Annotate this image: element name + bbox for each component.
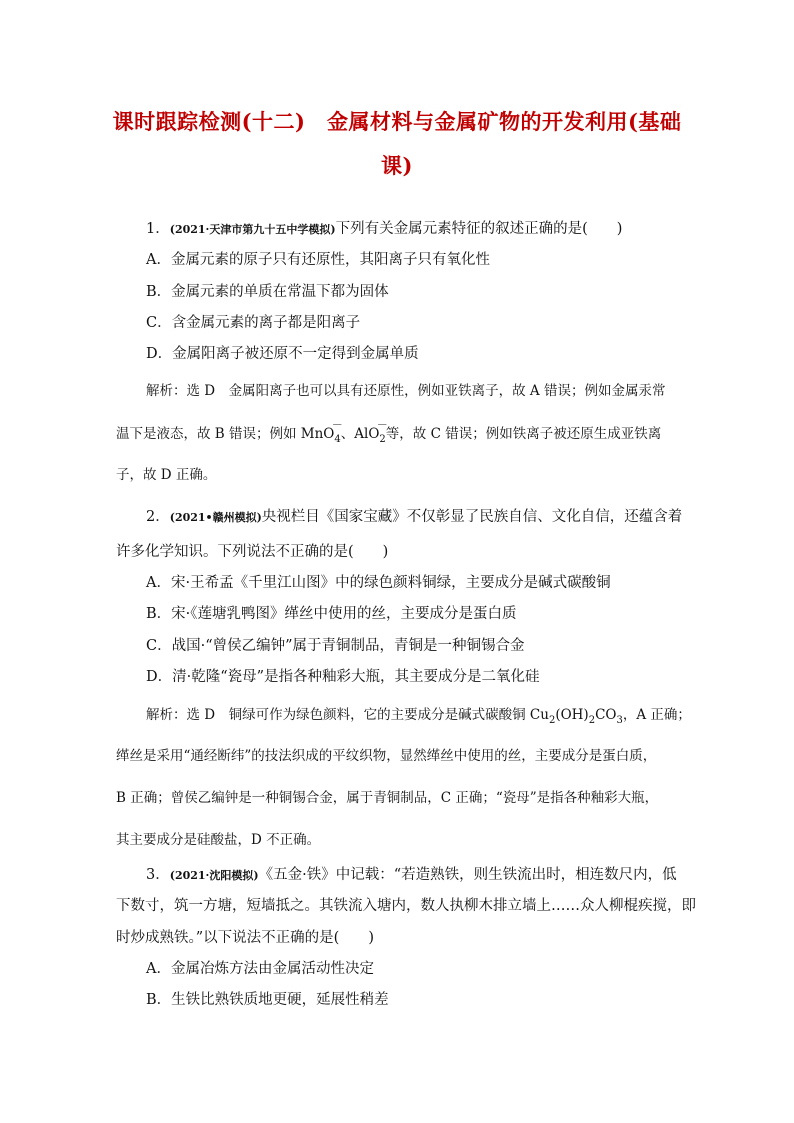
question-number: 3． [146, 867, 170, 883]
explanation-line: 子，故 D 正确。 [116, 467, 217, 483]
page-title-continued: 课) [381, 153, 413, 178]
explanation-line: 温下是液态，故 B 错误；例如 MnO$_4$ － 、AlO$_2$ － 等，故 C 错误；例如铁离子被还原生成亚铁离 [116, 418, 662, 445]
question-source: (2021·沈阳模拟) [169, 869, 259, 882]
option-c: C．战国·“曾侯乙编钟”属于青铜制品，青铜是一种铜锡合金 [146, 638, 525, 654]
question-stem: 央视栏目《国家宝藏》不仅彰显了民族自信、文化自信，还蕴含着 [261, 509, 683, 525]
question-source: (2021•赣州模拟) [169, 511, 262, 524]
explanation-line: 解析：选 D 铜绿可作为绿色颜料，它的主要成分是碱式碳酸铜 $Cu_2(OH)_2CO_3$，A 正确； [146, 707, 691, 726]
question-stem-continued: 下数寸，筑一方塘，短墙抵之。其铁流入塘内，数人执柳木排立墙上……众人柳棍疾搅，即 [116, 898, 696, 914]
question-number: 2． [146, 509, 170, 525]
option-a: A．金属冶炼方法由金属活动性决定 [146, 961, 374, 977]
page-title: 课时跟踪检测(十二) 金属材料与金属矿物的开发利用(基础 [112, 109, 682, 134]
option-d: D．金属阳离子被还原不一定得到金属单质 [146, 346, 419, 362]
option-d: D．清·乾隆“瓷母”是指各种釉彩大瓶，其主要成分是二氧化硅 [146, 669, 540, 685]
question-stem: 《五金·铁》中记载：“若造熟铁，则生铁流出时，相连数尺内，低 [258, 867, 677, 883]
explanation-line: B 正确；曾侯乙编钟是一种铜锡合金，属于青铜制品，C 正确；“瓷母”是指各种釉彩大瓶， [116, 790, 659, 806]
explanation-line: 缂丝是采用“通经断纬”的技法织成的平纹织物，显然缂丝中使用的丝，主要成分是蛋白质， [116, 748, 657, 764]
option-b: B．宋·《莲塘乳鸭图》缂丝中使用的丝，主要成分是蛋白质 [146, 606, 517, 622]
explanation-line: 其主要成分是硅酸盐，D 不正确。 [116, 832, 321, 848]
question-2 [146, 505, 682, 526]
option-c: C．含金属元素的离子都是阳离子 [146, 315, 361, 331]
question-stem-continued: 时炒成熟铁。”以下说法不正确的是( ) [116, 930, 374, 946]
question-3 [146, 863, 677, 884]
option-a: A．宋·王希孟《千里江山图》中的绿色颜料铜绿，主要成分是碱式碳酸铜 [146, 575, 611, 591]
ion-charge: － [376, 418, 388, 431]
option-b: B．生铁比熟铁质地更硬，延展性稍差 [146, 992, 389, 1008]
question-source: (2021·天津市第九十五中学模拟) [169, 223, 336, 236]
question-number: 1． [146, 221, 170, 237]
option-b: B．金属元素的单质在常温下都为固体 [146, 284, 389, 300]
question-stem: 下列有关金属元素特征的叙述正确的是( ) [335, 221, 623, 237]
question-1 [146, 217, 622, 238]
question-stem-continued: 许多化学知识。下列说法不正确的是( ) [116, 544, 389, 560]
ion-charge: － [331, 418, 343, 431]
option-a: A．金属元素的原子只有还原性，其阳离子只有氧化性 [146, 252, 490, 268]
explanation-line: 解析：选 D 金属阳离子也可以具有还原性，例如亚铁离子，故 A 错误；例如金属汞常 [146, 383, 666, 399]
